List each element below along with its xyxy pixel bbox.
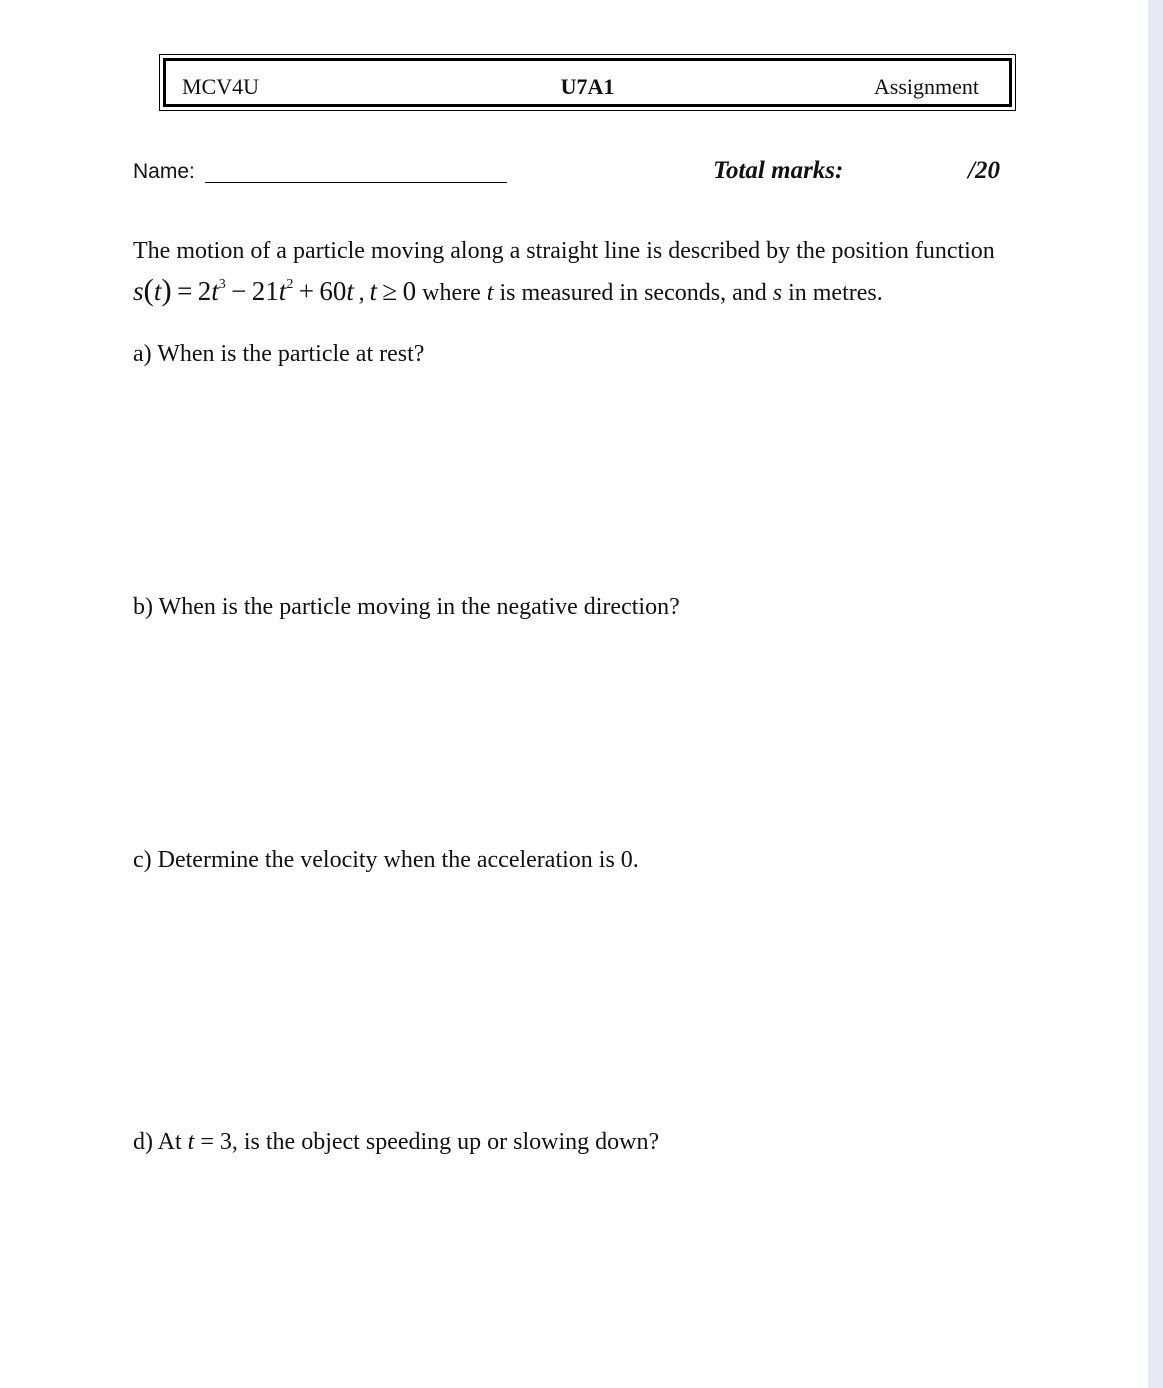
page-sidebar <box>1148 0 1163 1388</box>
header-table <box>159 54 1016 111</box>
where-text: where <box>422 280 481 306</box>
name-blank-line <box>205 182 507 183</box>
question-b: b) When is the particle moving in the negative direction? <box>133 594 680 620</box>
total-marks-value: /20 <box>968 157 1000 184</box>
position-function-line: $s(t) = 2t^3 - 21t^2 + 60t$ , t ≥ 0 where t is measured in seconds, and s in metres. <box>133 272 883 307</box>
question-d-suffix: = 3, is the object speeding up or slowing down? <box>200 1129 660 1155</box>
variable-t: t <box>486 280 494 306</box>
measure-text-1: is measured in seconds, and <box>499 280 767 306</box>
question-d <box>133 1129 659 1156</box>
question-c: c) Determine the velocity when the acceleration is 0. <box>133 847 639 873</box>
question-d-prefix: d) At <box>133 1129 182 1155</box>
domain-condition: t ≥ 0 <box>369 276 417 306</box>
header-inner-border <box>163 58 1012 107</box>
measure-text-2: in metres. <box>788 280 883 306</box>
problem-intro: The motion of a particle moving along a straight line is described by the position function <box>133 238 995 264</box>
document-type: Assignment <box>873 74 979 99</box>
question-a: a) When is the particle at rest? <box>133 341 425 367</box>
total-marks-label: Total marks: <box>713 157 844 184</box>
question-d-variable: t <box>187 1129 195 1155</box>
name-label: Name: <box>133 160 195 183</box>
course-code: MCV4U <box>182 74 260 99</box>
variable-s: s <box>772 280 783 306</box>
assignment-code: U7A1 <box>560 74 615 99</box>
position-function-formula: $s(t) = 2t^3 - 21t^2 + 60t$ <box>133 272 354 307</box>
